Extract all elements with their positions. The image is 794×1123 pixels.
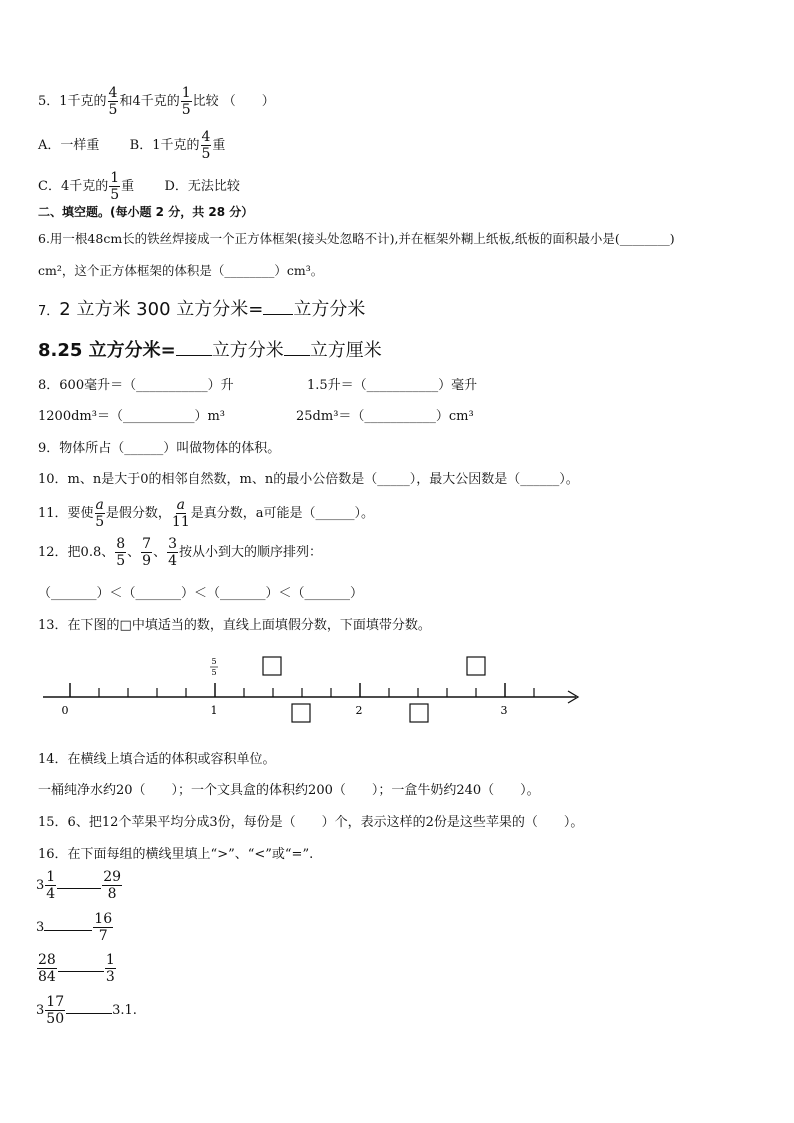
question-14: 14．在横线上填合适的体积或容积单位。 [38,752,276,767]
fraction-label-num: 5 [211,657,217,666]
label-2: 2 [355,704,363,717]
fraction: $\frac{29}{8}$ [103,869,122,902]
label-1: 1 [210,704,218,717]
question-10: 10．m、n是大于0的相邻自然数，m、n的最小公倍数是（_____），最大公因数是（______）。 [38,472,579,487]
question-15: 15．6、把12个苹果平均分成3份，每份是（ ）个，表示这样的2份是这些苹果的（ ）。 [38,815,584,830]
fraction: $\frac{4}{5}$ [201,129,211,162]
q5-options-ab: A．一样重 B．1千克的 $\frac{4}{5}$ 重 [38,129,226,162]
fraction: $\frac{1}{3}$ [105,952,115,985]
question-12: 12．把0.8、 $\frac{8}{5}$ 、 $\frac{7}{9}$ 、 $\frac{3}{4}$ 按从小到大的顺序排列： [38,536,323,569]
fraction: $\frac{4}{5}$ [108,85,118,118]
question-14-line: 一桶纯净水约20（ ）；一个文具盒的体积约200（ ）；一盒牛奶约240（ ）。 [38,783,540,798]
label-3: 3 [500,704,508,717]
q16-row3 [36,953,117,984]
q8-row2a: 1200dm³＝（___________）m³ [38,409,225,424]
q16-row2: 3 $\frac{16}{7}$ [36,911,113,944]
q8-row1a: 8．600毫升＝（___________）升 [38,378,234,393]
q16-row4: 3 $\frac{17}{50}$ 3.1. [36,994,137,1027]
answer-box-above-1 [263,657,281,675]
answer-box-below-2 [410,704,428,722]
fraction: $\frac{a}{11}$ [171,497,190,530]
fraction: $\frac{16}{7}$ [94,911,113,944]
fraction: $\frac{1}{5}$ [110,170,120,203]
q5-options-cd: C．4千克的 $\frac{1}{5}$ 重 D．无法比较 [38,170,240,203]
fraction: $\frac{1}{4}$ [46,869,56,902]
fraction: $\frac{7}{9}$ [142,536,152,569]
question-11: 11．要使 $\frac{a}{5}$ 是假分数， $\frac{a}{11}$ 是真分数，a可能是（______）。 [38,497,375,530]
option-c: C．4千克的 [38,179,109,194]
question-7: 7．2 立方米 300 立方分米= 立方分米 [38,299,366,320]
answer-box-above-2 [467,657,485,675]
option-d: D．无法比较 [164,179,240,194]
question-9: 9．物体所占（______）叫做物体的体积。 [38,441,281,456]
question-8-big: 8.25 立方分米= 立方分米 立方厘米 [38,340,382,361]
section-heading: 二、填空题。(每小题 2 分，共 28 分） [38,205,254,219]
option-b: B．1千克的 [129,138,200,153]
question-6-line2: cm²，这个正方体框架的体积是（________）cm³。 [38,263,324,278]
fraction: $\frac{1}{5}$ [181,85,191,118]
q8-row2b: 25dm³＝（___________）cm³ [296,409,474,424]
fraction-label-den: 5 [211,668,217,677]
question-6-line1: 6.用一根48cm长的铁丝焊接成一个正方体框架(接头处忽略不计),并在框架外糊上纸板,纸板的面积最小是(________) [38,231,675,246]
fraction: $\frac{17}{50}$ [46,994,65,1027]
question-13: 13．在下图的□中填适当的数，直线上面填假分数，下面填带分数。 [38,618,431,633]
label-0: 0 [61,704,69,717]
answer-box-below-1 [292,704,310,722]
question-16: 16．在下面每组的横线里填上“>”、“<”或“=”. [38,847,314,862]
fraction: $\frac{3}{4}$ [168,536,178,569]
question-5: 5．1千克的 $\frac{4}{5}$ 和4千克的 $\frac{1}{5}$ 比较 （ ） [38,85,275,118]
question-12-answer-line: （_______）＜（_______）＜（_______）＜（_______） [38,586,364,601]
fraction: $\frac{8}{5}$ [116,536,126,569]
number-line [0,645,600,725]
option-a: A．一样重 [38,138,100,153]
q8-row1b: 1.5升＝（___________）毫升 [307,378,478,393]
fraction: $\frac{28}{84}$ [38,952,56,985]
q16-row1: 3 $\frac{1}{4}$ $\frac{29}{8}$ [36,869,122,902]
fraction: $\frac{a}{5}$ [95,497,105,530]
